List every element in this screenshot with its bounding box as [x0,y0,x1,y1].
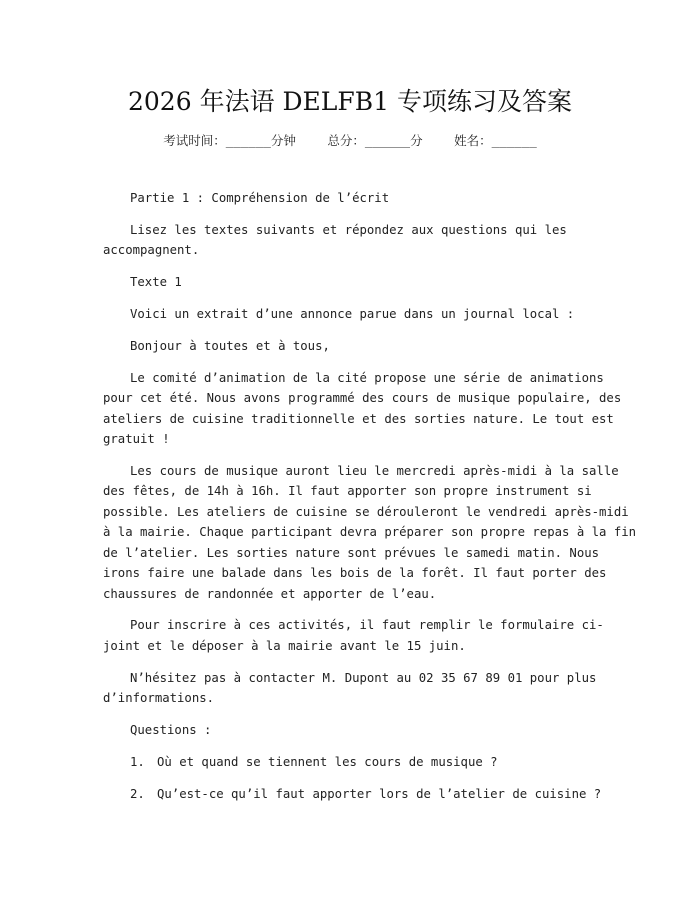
part-heading: Partie 1 : Compréhension de l’écrit [130,191,390,205]
instruction-paragraph: Lisez les textes suivants et répondez aux questions qui les accompagnent. [103,222,567,258]
announcement-paragraph-3: Pour inscrire à ces activités, il faut remplir le formulaire ci- joint et le déposer à la mairie avant le 15 juin. [103,618,604,653]
texte-label: Texte 1 [130,275,182,290]
question-item [130,784,603,804]
intro-paragraph: Voici un extrait d’une annonce parue dans un journal local : [130,307,575,322]
question-text: Où et quand se tiennent les cours de musique ? [157,754,498,769]
question-number: 2. [130,786,145,801]
question-item [130,752,603,772]
document-body [103,188,637,816]
greeting-paragraph: Bonjour à toutes et à tous, [130,339,330,354]
question-number: 1. [130,754,145,769]
name-field: 姓名：______ [454,133,537,148]
total-score-field: 总分：______分 [327,133,423,148]
exam-time-field: 考试时间：______分钟 [163,133,296,148]
exam-meta-line [0,131,700,149]
announcement-paragraph-2: Les cours de musique auront lieu le mercredi après-midi à la salle des fêtes, de 14h à 16h. Il faut apporter son propre instrument si possible. Les ateliers de cuisine se dérouleront le vendredi après-midi à la mairie. Chaque participant devra préparer son propre repas à la fin de l’atelier. Les sorties nature sont prévues le samedi matin. Nous irons faire une balade dans les bois de la forêt. Il faut porter des chaussures de randonnée et apporter de l’eau. [103,464,637,601]
question-text: Qu’est-ce qu’il faut apporter lors de l’atelier de cuisine ? [157,786,602,801]
document-title: 2026 年法语 DELFB1 专项练习及答案 [128,87,572,116]
announcement-paragraph-4: N’hésitez pas à contacter M. Dupont au 02 35 67 89 01 pour plus d’informations. [103,670,597,706]
questions-label: Questions : [130,723,212,738]
announcement-paragraph-1: Le comité d’animation de la cité propose une série de animations pour cet été. Nous avons programmé des cours de musique populaire, des ateliers de cuisine traditionnelle et des sorties nature. Le tout est gratuit ! [103,370,622,447]
